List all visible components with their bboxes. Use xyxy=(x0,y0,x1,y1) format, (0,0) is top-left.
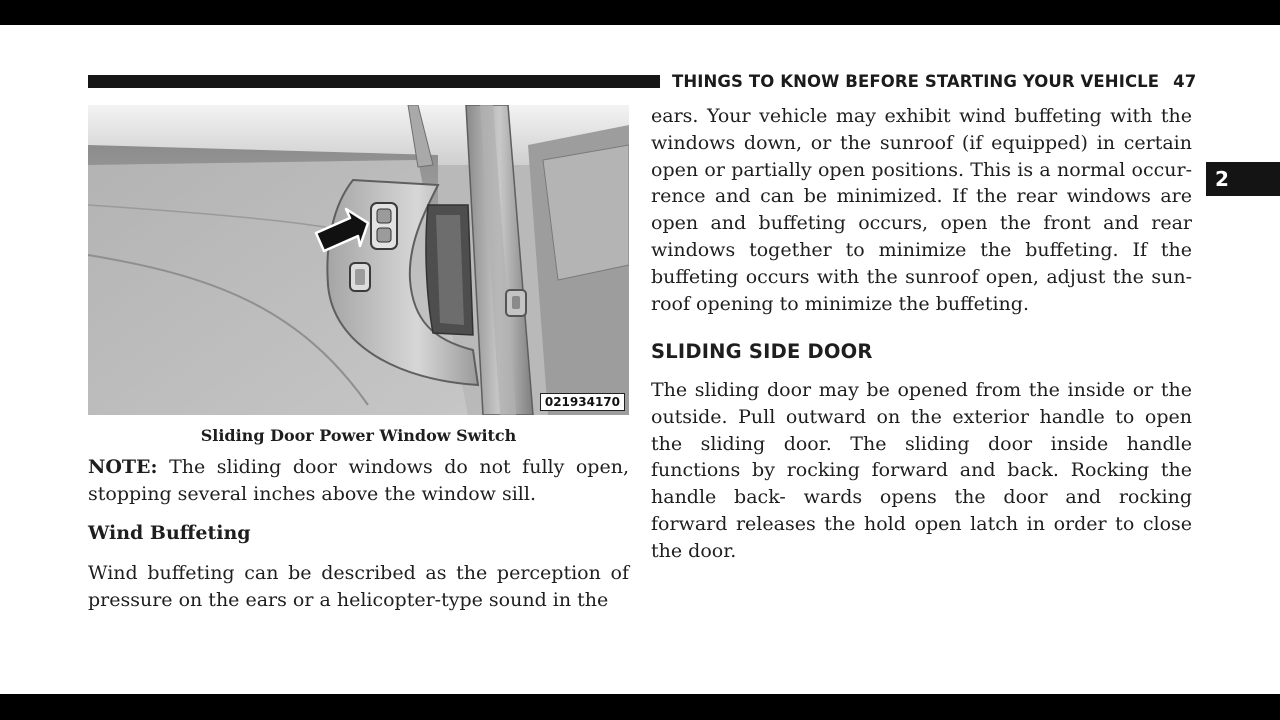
section-title: THINGS TO KNOW BEFORE STARTING YOUR VEHICLE xyxy=(672,72,1160,91)
figure-caption: Sliding Door Power Window Switch xyxy=(200,426,517,445)
wind-buffeting-paragraph: Wind buffeting can be described as the perception of pressure on the ears or a helicopter-type sound in the xyxy=(88,562,629,611)
wind-buffeting-heading: Wind Buffeting xyxy=(88,522,251,544)
note-paragraph xyxy=(88,454,629,508)
wind-buffeting-continued-paragraph: ears. Your vehicle may exhibit wind buffeting with the windows down, or the sunroof (if equipped) in certain open or partially open positions. This is a normal occur- rence and can be minimized. If the rear windows are open and buffeting occurs, open the front and rear windows together to minimize the buffeting. If the buffeting occurs with the sunroof open, adjust the sun- roof opening to minimize the buffeting. xyxy=(651,105,1192,315)
page-number: 47 xyxy=(1173,72,1197,91)
figure-id-label: 021934170 xyxy=(540,393,625,411)
note-text: The sliding door windows do not fully open, stopping several inches above the window sill. xyxy=(88,456,629,505)
note-label: NOTE: xyxy=(88,456,158,478)
sliding-side-door-heading: SLIDING SIDE DOOR xyxy=(651,340,873,363)
running-header xyxy=(672,72,1197,91)
top-letterbox-bar xyxy=(0,0,1280,25)
header-rule xyxy=(88,75,660,88)
chapter-tab: 2 xyxy=(1206,162,1280,196)
door-illustration xyxy=(88,105,629,415)
bottom-letterbox-bar xyxy=(0,694,1280,720)
sliding-side-door-paragraph: The sliding door may be opened from the inside or the outside. Pull outward on the exterior handle to open the sliding door. The sliding door inside handle functions by rocking forward and back. Rocking the handle back- wards opens the door and rocking forward releases the hold open latch in order to close the door. xyxy=(651,379,1192,562)
